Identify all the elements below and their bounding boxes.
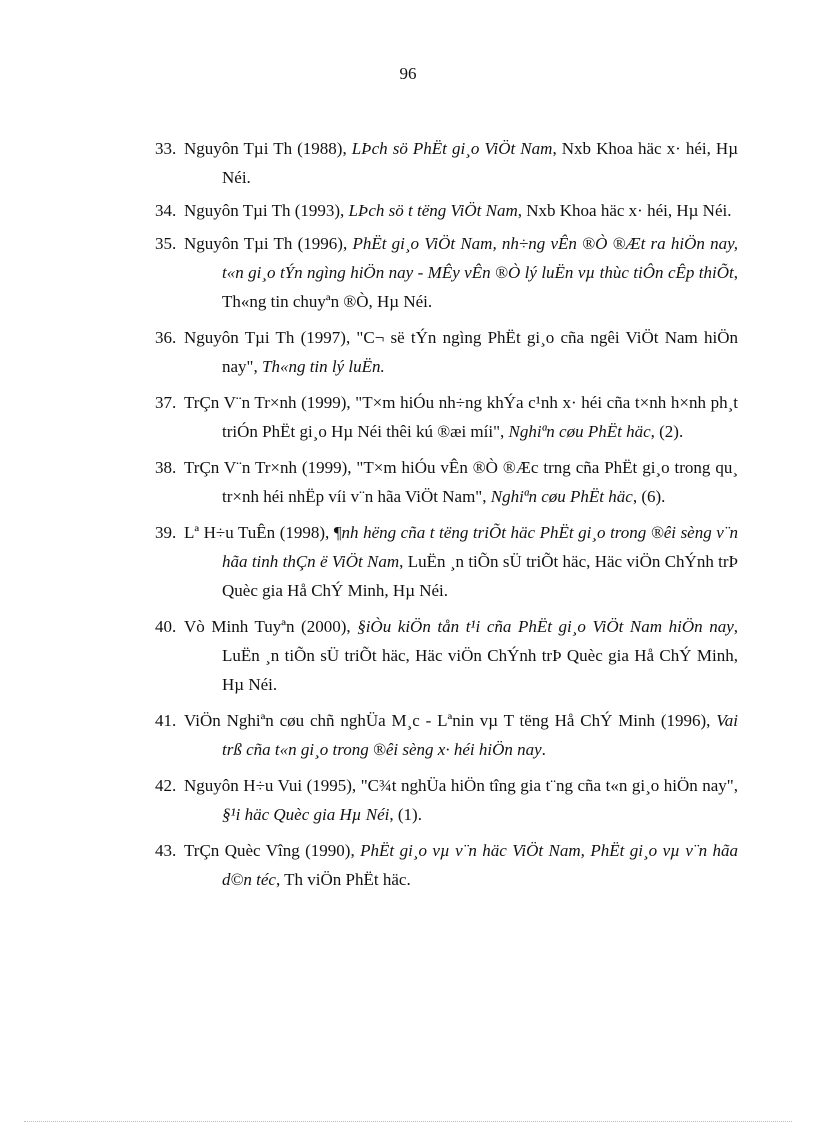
reference-text (184, 328, 738, 376)
reference-item (155, 134, 738, 192)
reference-detail: Lª H÷u TuÊn (1998), ¶ (184, 523, 342, 542)
reference-number: 36. (155, 328, 177, 347)
reference-detail: , Th viÖn PhËt häc. (275, 870, 411, 889)
reference-detail: Nguyôn Tµi Th (1993), (184, 201, 349, 220)
reference-title: §iÒu kiÖn tån t¹i cña PhËt gi¸o ViÖt Nam hiÖn nay (357, 617, 734, 636)
reference-item (155, 323, 738, 381)
reference-detail: Nguyôn H÷u Vui (1995), "C¾t nghÜa hiÖn tîng gia t¨ng cña t«n gi¸o hiÖn nay", (184, 776, 738, 795)
reference-detail: , Nxb Khoa häc x· héi, Hµ Néi. (517, 201, 732, 220)
reference-detail: ViÖn Nghiªn cøu chñ nghÜa M¸c - Lªnin vµ T tëng Hå ChÝ Minh (1996), (184, 711, 717, 730)
reference-number: 33. (155, 139, 177, 158)
reference-number: 38. (155, 458, 177, 477)
reference-number: 40. (155, 617, 177, 636)
reference-detail: , Th«ng tin chuyªn ®Ò, Hµ Néi. (222, 263, 738, 311)
reference-title: nh hëng cña t tëng triÕt häc PhËt gi¸o trong ®êi sèng v¨n hãa tinh thÇn ë ViÖt Nam (222, 523, 738, 571)
reference-item (155, 229, 738, 316)
reference-detail: , Nxb Khoa häc x· héi, Hµ Néi. (222, 139, 738, 187)
reference-detail: TrÇn Quèc Vîng (1990), (184, 841, 361, 860)
reference-title: PhËt gi¸o vµ v¨n häc ViÖt Nam, PhËt gi¸o vµ v¨n hãa d©n téc (222, 841, 739, 889)
reference-number: 39. (155, 523, 177, 542)
reference-detail: Vò Minh Tuyªn (2000), (184, 617, 358, 636)
reference-detail: , LuËn ¸n tiÕn sÜ triÕt häc, Häc viÖn ChÝnh trÞ Quèc gia Hå ChÝ Minh, Hµ Néi. (222, 617, 738, 694)
reference-text (184, 523, 738, 600)
reference-item (155, 196, 738, 225)
reference-number: 37. (155, 393, 177, 412)
reference-text (184, 776, 738, 824)
reference-list (155, 134, 738, 901)
reference-text (184, 234, 738, 311)
reference-detail: TrÇn V¨n Tr×nh (1999), "T×m hiÓu vÊn ®Ò ®Æc trng cña PhËt gi¸o trong qu¸ tr×nh héi nhËp víi v¨n hãa ViÖt Nam", (184, 458, 738, 506)
reference-detail: , (2). (650, 422, 684, 441)
reference-detail: Nguyôn Tµi Th (1997), "C¬ së tÝn ngìng PhËt gi¸o cña ngêi ViÖt Nam hiÖn nay", (184, 328, 738, 376)
reference-text (184, 841, 738, 889)
reference-item (155, 612, 738, 699)
reference-text (184, 711, 738, 759)
reference-title: PhËt gi¸o ViÖt Nam, nh÷ng vÊn ®Ò ®Æt ra hiÖn nay, t«n gi¸o tÝn ngìng hiÖn nay - MÊy vÊn ®Ò lý luËn vµ thùc tiÔn cÊp thiÕt (222, 234, 738, 282)
reference-number: 34. (155, 201, 177, 220)
reference-title: LÞch sö PhËt gi¸o ViÖt Nam (351, 139, 553, 158)
reference-detail: TrÇn V¨n Tr×nh (1999), "T×m hiÓu nh÷ng khÝa c¹nh x· héi cña t×nh h×nh ph¸t triÓn PhËt gi¸o Hµ Néi thêi kú ®æi míi", (184, 393, 738, 441)
reference-item (155, 836, 738, 894)
reference-detail: , (1). (389, 805, 422, 824)
footer-divider (24, 1121, 792, 1122)
reference-item (155, 518, 738, 605)
reference-text (184, 393, 738, 441)
reference-detail: . (541, 740, 546, 759)
reference-item (155, 388, 738, 446)
reference-number: 35. (155, 234, 177, 253)
reference-detail: , LuËn ¸n tiÕn sÜ triÕt häc, Häc viÖn ChÝnh trÞ Quèc gia Hå ChÝ Minh, Hµ Néi. (222, 552, 738, 600)
reference-text (184, 139, 738, 187)
reference-item (155, 453, 738, 511)
reference-text (184, 617, 738, 694)
reference-title: Nghiªn cøu PhËt häc (508, 422, 651, 441)
reference-title: Th«ng tin lý luËn. (262, 357, 385, 376)
reference-number: 42. (155, 776, 177, 795)
reference-item (155, 771, 738, 829)
reference-number: 41. (155, 711, 177, 730)
reference-item (155, 706, 738, 764)
reference-detail: , (6). (632, 487, 666, 506)
reference-text (184, 458, 738, 506)
reference-text (184, 201, 731, 220)
reference-detail: Nguyôn Tµi Th (1996), (184, 234, 353, 253)
reference-title: Nghiªn cøu PhËt häc (490, 487, 633, 506)
reference-detail: Nguyôn Tµi Th (1988), (184, 139, 352, 158)
reference-number: 43. (155, 841, 177, 860)
reference-title: §¹i häc Quèc gia Hµ Néi (222, 805, 390, 824)
reference-title: LÞch sö t tëng ViÖt Nam (348, 201, 518, 220)
page-number: 96 (399, 64, 417, 83)
reference-title: Vai trß cña t«n gi¸o trong ®êi sèng x· héi hiÖn nay (222, 711, 738, 759)
